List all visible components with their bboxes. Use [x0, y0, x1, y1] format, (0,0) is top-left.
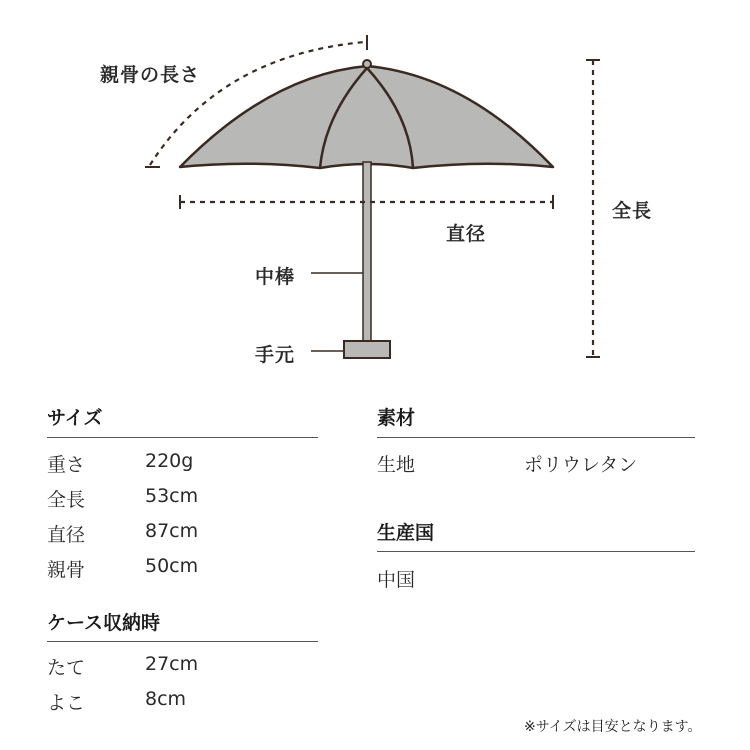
handle-label: 手元 [255, 344, 296, 366]
umbrella-shaft [363, 162, 371, 342]
case-height-label: たて [47, 657, 86, 679]
size-section-title: サイズ [47, 407, 103, 429]
size-disclaimer-note: ※サイズは目安となります。 [524, 719, 702, 735]
umbrella-handle [344, 341, 390, 358]
origin-section-title: 生産国 [377, 522, 435, 544]
fabric-label: 生地 [377, 454, 416, 476]
case-height-value: 27cm [145, 653, 199, 675]
rib-value: 50cm [145, 555, 199, 577]
weight-label: 重さ [47, 454, 86, 476]
rib-length-label: 親骨の長さ [100, 64, 201, 86]
fabric-value: ポリウレタン [524, 454, 638, 476]
diameter-value: 87cm [145, 520, 199, 542]
origin-value: 中国 [377, 569, 416, 591]
origin-section-divider [377, 551, 695, 552]
rib-row-label: 親骨 [47, 559, 86, 581]
case-width-label: よこ [47, 692, 86, 714]
diameter-row-label: 直径 [47, 524, 86, 546]
diameter-label: 直径 [446, 223, 487, 245]
total-length-row-label: 全長 [47, 489, 86, 511]
material-section-title: 素材 [377, 407, 416, 429]
case-section-title: ケース収納時 [47, 612, 161, 634]
size-section-divider [47, 437, 318, 438]
umbrella-tip [363, 60, 371, 68]
weight-value: 220g [145, 450, 194, 472]
total-length-label: 全長 [612, 200, 653, 222]
case-width-value: 8cm [145, 688, 187, 710]
material-section-divider [377, 437, 695, 438]
case-section-divider [47, 641, 318, 642]
total-length-value: 53cm [145, 485, 199, 507]
shaft-label: 中棒 [255, 266, 296, 288]
